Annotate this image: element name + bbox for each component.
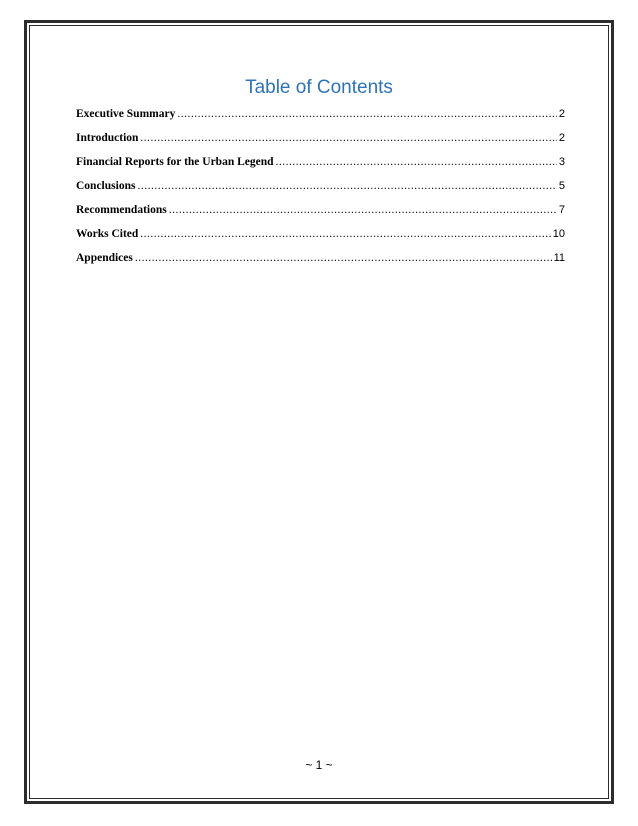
toc-entry-label: Executive Summary bbox=[76, 108, 176, 120]
toc-entry-appendices[interactable] bbox=[76, 252, 565, 276]
toc-entry-page: 3 bbox=[558, 156, 565, 168]
toc-entry-introduction[interactable] bbox=[76, 132, 565, 156]
toc-leader-dots bbox=[135, 252, 552, 264]
toc-entry-label: Introduction bbox=[76, 132, 139, 144]
toc-entry-label: Recommendations bbox=[76, 204, 167, 216]
toc-entry-conclusions[interactable] bbox=[76, 180, 565, 204]
toc-leader-dots bbox=[140, 228, 550, 240]
toc-entry-page: 2 bbox=[558, 108, 565, 120]
toc-entry-label: Appendices bbox=[76, 252, 133, 264]
toc-entry-label: Financial Reports for the Urban Legend bbox=[76, 156, 274, 168]
toc-leader-dots bbox=[140, 132, 556, 144]
page-number-footer: ~ 1 ~ bbox=[305, 758, 333, 772]
toc-entry-label: Works Cited bbox=[76, 228, 139, 240]
toc-entry-works-cited[interactable] bbox=[76, 228, 565, 252]
toc-entry-financial-reports[interactable] bbox=[76, 156, 565, 180]
toc-entry-page: 11 bbox=[553, 252, 565, 264]
toc-entry-page: 5 bbox=[558, 180, 565, 192]
toc-entry-page: 10 bbox=[552, 228, 565, 240]
toc-list bbox=[76, 108, 565, 276]
toc-entry-label: Conclusions bbox=[76, 180, 136, 192]
toc-leader-dots bbox=[177, 108, 557, 120]
toc-leader-dots bbox=[276, 156, 557, 168]
toc-heading: Table of Contents bbox=[245, 77, 393, 98]
toc-entry-executive-summary[interactable] bbox=[76, 108, 565, 132]
toc-leader-dots bbox=[169, 204, 557, 216]
toc-leader-dots bbox=[137, 180, 556, 192]
toc-entry-recommendations[interactable] bbox=[76, 204, 565, 228]
toc-entry-page: 7 bbox=[558, 204, 565, 216]
toc-entry-page: 2 bbox=[558, 132, 565, 144]
